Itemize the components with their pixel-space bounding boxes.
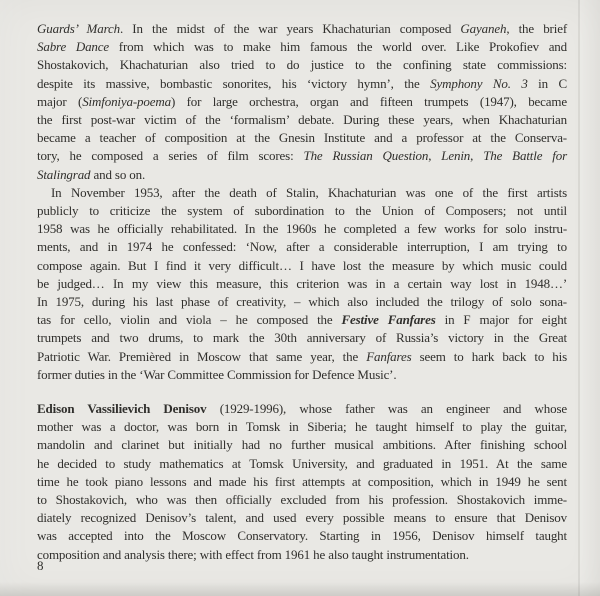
text-line bbox=[37, 400, 567, 418]
text-line bbox=[37, 527, 567, 545]
text-segment: Patriotic War. Premièred in Moscow that same year, the bbox=[37, 348, 367, 364]
text-segment: ) for large orchestra, organ and fifteen trumpets (1947), became bbox=[170, 93, 567, 109]
text-segment: , bbox=[470, 148, 484, 164]
text-line bbox=[37, 129, 567, 147]
text-segment: time he took piano lessons and made his first attempts at composition, which in 1949 he sent bbox=[37, 473, 567, 489]
text-segment: diately recognized Denisov’s talent, and used every possible means to ensure that Denisov bbox=[37, 510, 567, 526]
text-segment: despite its massive, bombastic sonorites, his ‘victory hymn’, the bbox=[37, 75, 431, 91]
text-segment: was accepted into the Moscow Conservatory. Starting in 1956, Denisov himself taught bbox=[37, 528, 567, 544]
text-segment: mother was a doctor, was born in Tomsk in Siberia; he taught himself to play the guitar, bbox=[37, 419, 567, 435]
text-segment: tory, he composed a series of film scores: bbox=[37, 148, 304, 164]
text-line bbox=[37, 418, 567, 436]
text-segment: (1929-1996), whose father was an engineer and whose bbox=[206, 401, 567, 417]
text-segment: became a teacher of composition at the Gnesin Institute and a professor at the Conserva- bbox=[37, 130, 567, 146]
text-line bbox=[37, 329, 567, 347]
text-segment: major ( bbox=[37, 93, 83, 109]
text-segment: the first post-war victim of the ‘formalism’ debate. During these years, when Khachaturian bbox=[37, 112, 567, 128]
text-line bbox=[37, 20, 567, 38]
text-line bbox=[37, 184, 567, 202]
text-segment: In 1975, during his last phase of creativity, – which also included the trilogy of solo sona- bbox=[37, 294, 567, 310]
text-line bbox=[37, 147, 567, 165]
paragraph bbox=[37, 20, 567, 184]
text-segment: mandolin and clarinet but initially had no further musical ambitions. After finishing school bbox=[37, 437, 567, 453]
text-segment: trumpets and two drums, to mark the 30th anniversary of Russia’s victory in the Great bbox=[37, 330, 567, 346]
text-segment: composition and analysis there; with effect from 1961 he also taught instrumentation. bbox=[37, 546, 469, 562]
italic-text-segment: The Russian Question bbox=[303, 148, 429, 164]
text-line bbox=[37, 257, 567, 275]
scan-right-edge-line bbox=[578, 0, 580, 596]
text-segment: he decided to study mathematics at Tomsk University, and graduated in 1951. At the same bbox=[37, 455, 567, 471]
text-line bbox=[37, 311, 567, 329]
italic-text-segment: Simfoniya-poema bbox=[82, 93, 171, 109]
text-segment: , bbox=[428, 148, 442, 164]
italic-text-segment: Fanfares bbox=[366, 348, 412, 364]
text-line bbox=[37, 436, 567, 454]
text-segment: in F major for eight bbox=[435, 312, 567, 328]
text-line bbox=[37, 238, 567, 256]
italic-text-segment: Symphony No. 3 bbox=[430, 75, 528, 91]
text-segment: and so on. bbox=[90, 166, 146, 182]
text-segment: 1958 was he officially rehabilitated. In the 1960s he completed a few works for solo instru- bbox=[37, 221, 567, 237]
text-segment: publicly to criticize the system of subordination to the Union of Composers; not until bbox=[37, 203, 567, 219]
page-number: 8 bbox=[37, 558, 44, 573]
bold-text-segment: Edison Vassilievich Denisov bbox=[37, 401, 207, 417]
text-line bbox=[37, 93, 567, 111]
text-segment: ments, and in 1974 he confessed: ‘Now, after a considerable interruption, I am trying to bbox=[37, 239, 567, 255]
scan-bottom-edge-shadow bbox=[0, 582, 600, 596]
text-line bbox=[37, 293, 567, 311]
text-line bbox=[37, 75, 567, 93]
scan-left-edge-shading bbox=[0, 0, 26, 596]
text-segment: seem to hark back to his bbox=[411, 348, 568, 364]
text-line bbox=[37, 56, 567, 74]
text-line bbox=[37, 473, 567, 491]
text-line bbox=[37, 366, 567, 384]
text-segment: compose again. But I find it very difficult… I have lost the measure by which music could bbox=[37, 257, 567, 273]
text-line bbox=[37, 202, 567, 220]
text-segment: from which was to make him famous the world over. Like Prokofiev and bbox=[109, 39, 568, 55]
italic-text-segment: Gayaneh bbox=[460, 21, 507, 36]
text-line bbox=[37, 166, 567, 184]
text-line bbox=[37, 491, 567, 509]
bolditalic-text-segment: Festive Fanfares bbox=[341, 312, 436, 328]
text-line bbox=[37, 38, 567, 56]
text-segment: be judged… In my view this measure, this criterion was in a certain way lost in 1948…’ bbox=[37, 275, 567, 291]
scan-right-edge-shading bbox=[580, 0, 600, 596]
italic-text-segment: Sabre Dance bbox=[37, 39, 110, 55]
text-line bbox=[37, 275, 567, 293]
text-segment: in C bbox=[527, 75, 568, 91]
text-line bbox=[37, 546, 567, 564]
italic-text-segment: Lenin bbox=[441, 148, 471, 164]
paragraph bbox=[37, 400, 567, 564]
text-segment: , the brief bbox=[506, 21, 567, 36]
text-block bbox=[37, 20, 567, 564]
italic-text-segment: The Battle for bbox=[483, 148, 567, 164]
paragraph bbox=[37, 184, 567, 384]
text-line bbox=[37, 509, 567, 527]
text-segment: Shostakovich, Khachaturian also tried to do justice to the confining state commissions: bbox=[37, 57, 567, 73]
text-segment: tas for cello, violin and viola – he composed the bbox=[37, 312, 342, 328]
text-segment: . In the midst of the war years Khachaturian composed bbox=[119, 21, 461, 36]
italic-text-segment: Guards’ March bbox=[37, 21, 120, 36]
text-segment: to Shostakovich, who was then officially excluded from his profession. Shostakovich imme- bbox=[37, 492, 567, 508]
text-line bbox=[37, 111, 567, 129]
text-line bbox=[37, 455, 567, 473]
text-line bbox=[37, 220, 567, 238]
text-segment: former duties in the ‘War Committee Commission for Defence Music’. bbox=[37, 366, 397, 382]
text-line bbox=[37, 348, 567, 366]
text-segment: In November 1953, after the death of Stalin, Khachaturian was one of the first artists bbox=[51, 184, 567, 200]
italic-text-segment: Stalingrad bbox=[37, 166, 91, 182]
